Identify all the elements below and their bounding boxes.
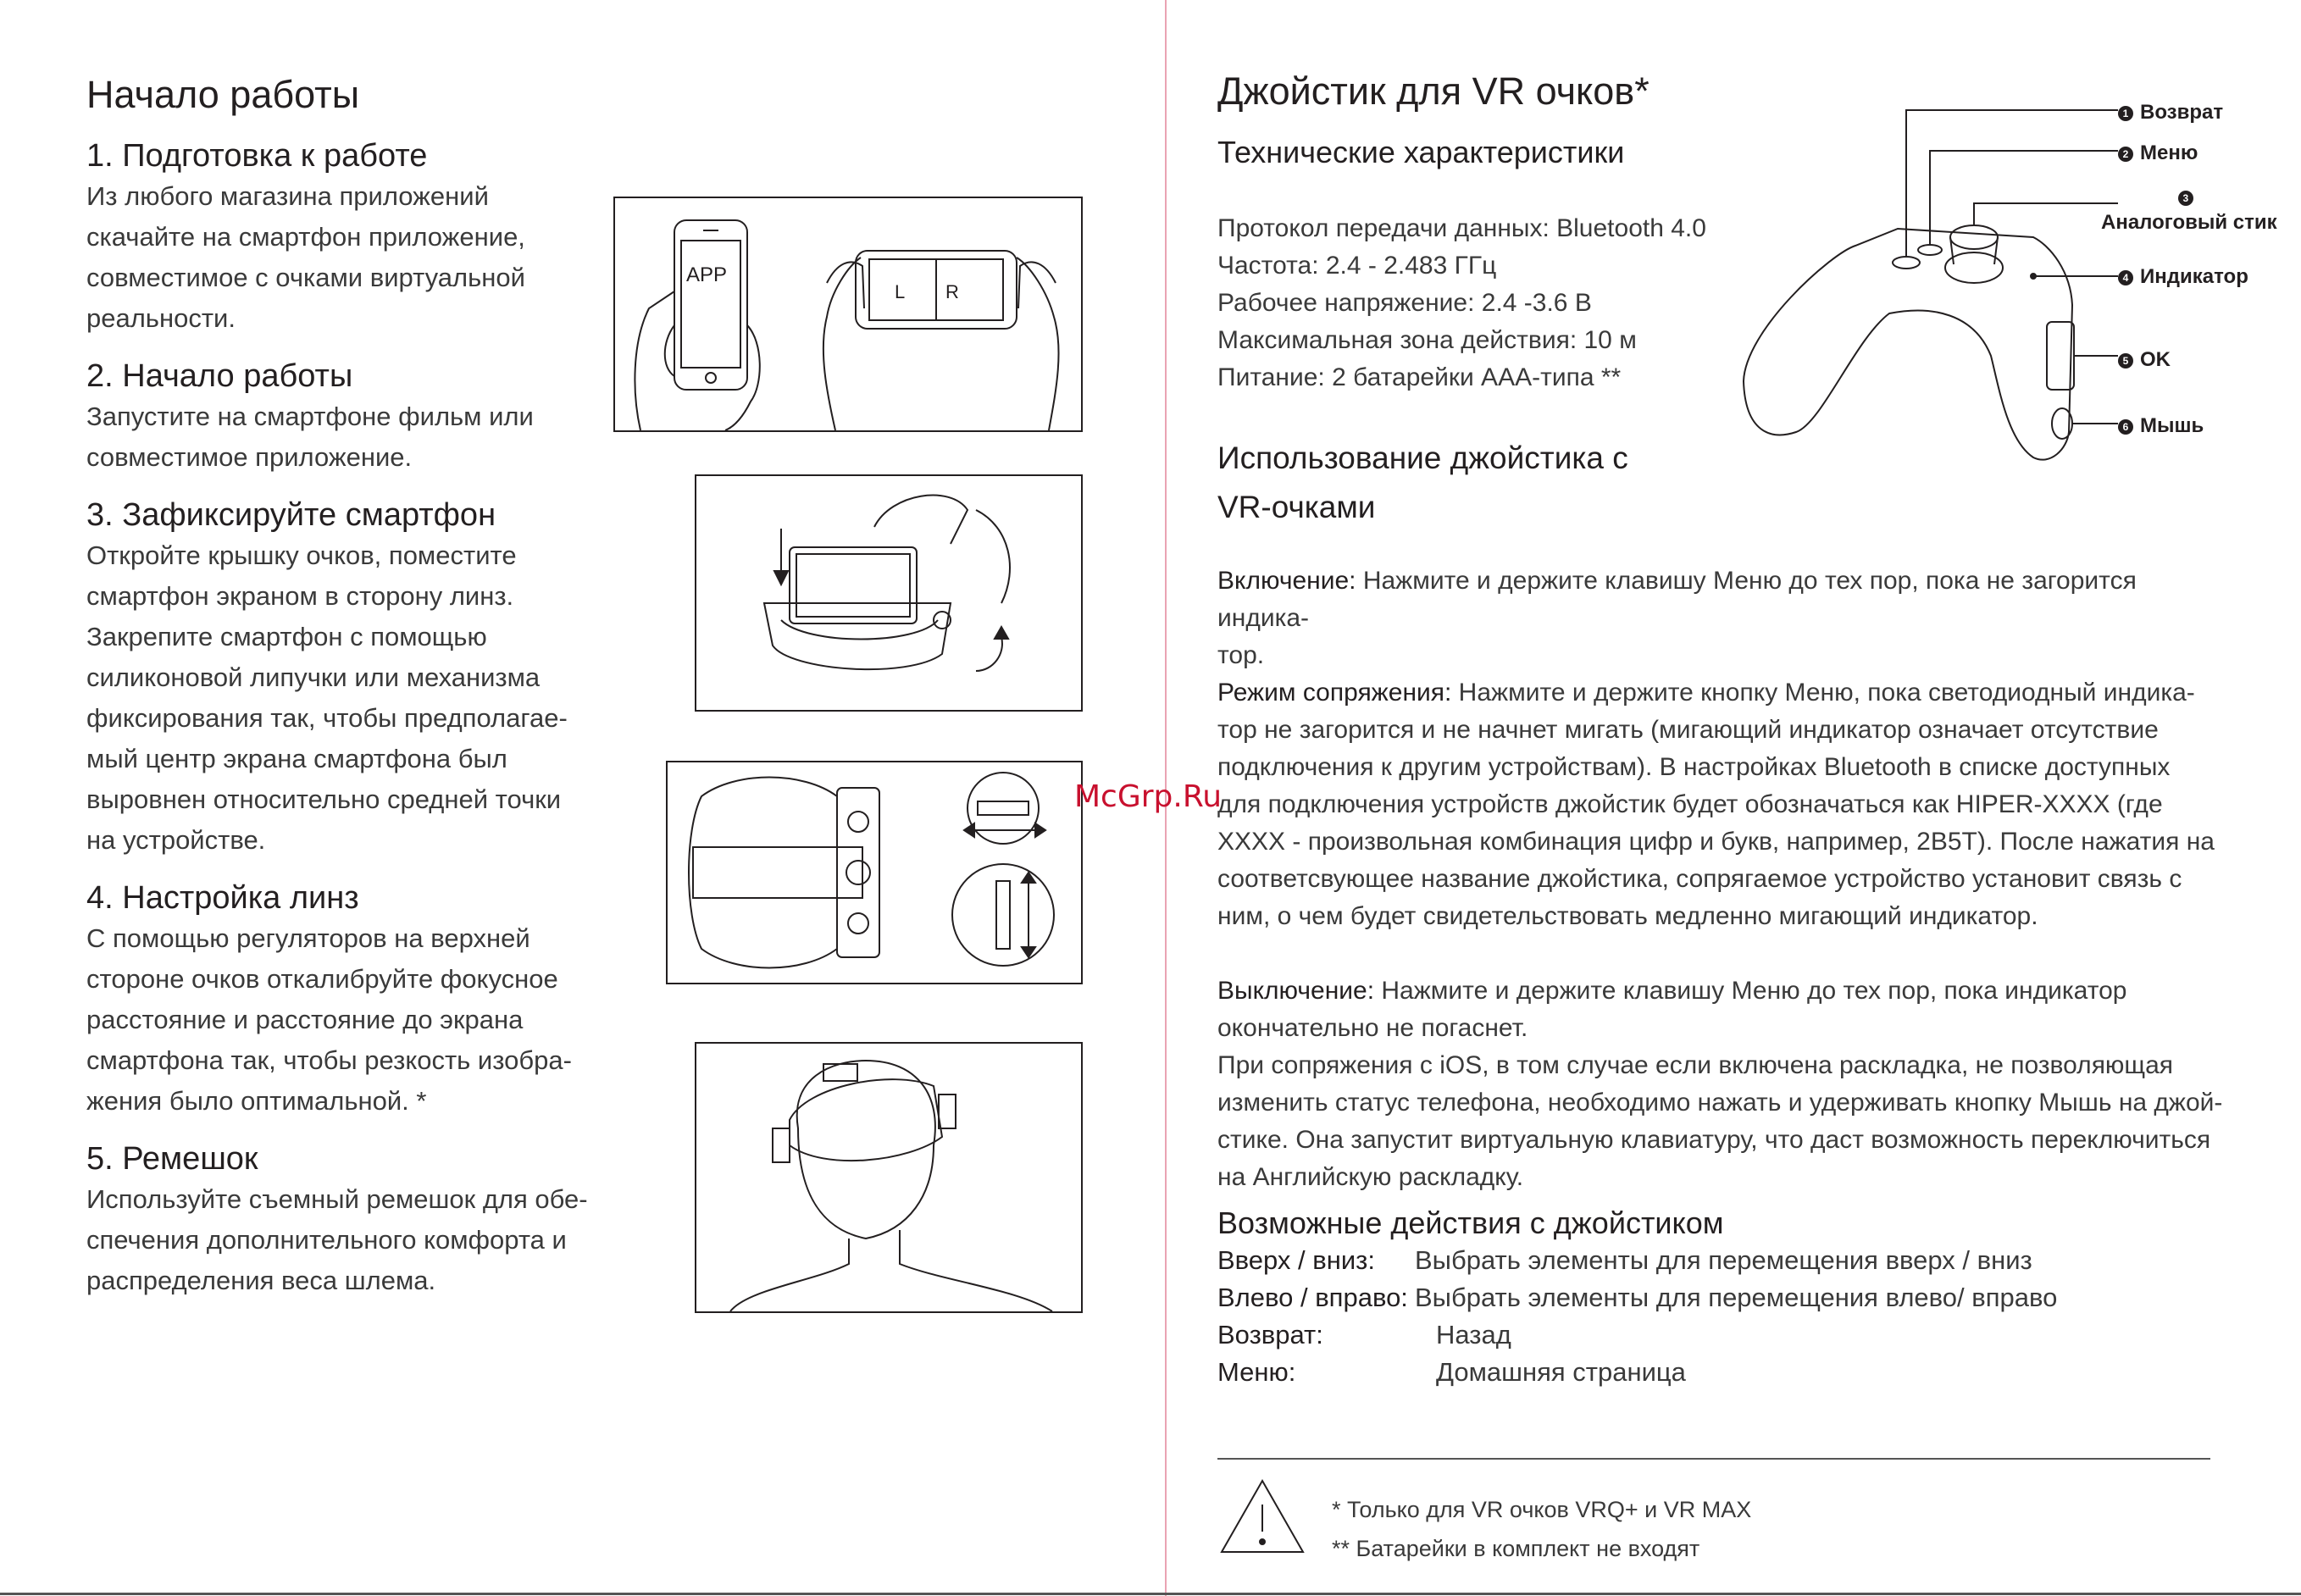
callout-number: 2 xyxy=(2118,147,2133,162)
callout-label: Возврат xyxy=(2140,101,2224,124)
smartphone-shape xyxy=(790,547,917,623)
power-on-line xyxy=(1217,562,2234,637)
step-2-heading: 2. Начало работы xyxy=(86,358,353,394)
heading-line: Использование джойстика с xyxy=(1217,441,1628,475)
action-key: Возврат: xyxy=(1217,1320,1323,1349)
actions-heading: Возможные действия с джойстиком xyxy=(1217,1205,1724,1240)
text-line: Из любого магазина приложений xyxy=(86,181,489,211)
action-row xyxy=(1217,1279,2149,1316)
text-line: Запустите на смартфоне фильм или xyxy=(86,402,534,431)
text-line: смартфон экраном в сторону линз. xyxy=(86,581,514,611)
callout-number: 6 xyxy=(2118,419,2133,435)
step-4-heading: 4. Настройка линз xyxy=(86,880,359,916)
callout-number: 5 xyxy=(2118,353,2133,369)
text-line: смартфона так, чтобы резкость изобра- xyxy=(86,1045,572,1075)
text-line: фиксирования так, чтобы предполагае- xyxy=(86,703,568,733)
callout-label: OK xyxy=(2140,348,2171,371)
app-label: APP xyxy=(686,263,728,286)
power-on-label: Включение: xyxy=(1217,567,1356,595)
text-line: ним, о чем будет свидетельствовать медленно мигающий индикатор. xyxy=(1217,902,2038,930)
text-line: Нажмите и держите кнопку Меню, пока светодиодный индика- xyxy=(1451,679,2195,707)
pairing-line xyxy=(1217,674,2234,712)
action-key: Влево / вправо: xyxy=(1217,1283,1408,1312)
text-line: соответсвующее название джойстика, сопрягаемое устройство установит связь с xyxy=(1217,865,2182,893)
step-2-text xyxy=(86,396,595,478)
figure-phone-app xyxy=(613,197,1083,432)
text-line: выровнен относительно средней точки xyxy=(86,784,562,814)
lens-left-label: L xyxy=(895,281,906,302)
action-key: Вверх / вниз: xyxy=(1217,1245,1375,1275)
step-1-heading: 1. Подготовка к работе xyxy=(86,138,428,174)
text-line: При сопряжения с iOS, в том случае если включена раскладка, не позволяющая xyxy=(1217,1051,2174,1079)
menu-button-icon xyxy=(1918,245,1942,255)
callout-indicator xyxy=(2118,264,2248,290)
action-key: Меню: xyxy=(1217,1357,1296,1387)
callout-number: 3 xyxy=(2178,191,2193,206)
spec-item: Протокол передачи данных: Bluetooth 4.0 xyxy=(1217,214,1706,242)
spec-item: Максимальная зона действия: 10 м xyxy=(1217,326,1637,354)
text-line: спечения дополнительного комфорта и xyxy=(86,1225,567,1255)
power-off-label: Выключение: xyxy=(1217,977,1375,1005)
text-line: С помощью регуляторов на верхней xyxy=(86,923,530,953)
action-value: Выбрать элементы для перемещения вверх / вниз xyxy=(1415,1245,2032,1275)
step-1-text xyxy=(86,176,595,339)
text-line: на устройстве. xyxy=(86,825,266,855)
footnote-2: ** Батарейки в комплект не входят xyxy=(1332,1536,1700,1561)
spec-item: Рабочее напряжение: 2.4 -3.6 В xyxy=(1217,289,1592,317)
step-5-heading: 5. Ремешок xyxy=(86,1141,258,1177)
text-line: стороне очков откалибруйте фокусное xyxy=(86,964,558,994)
text-line: XXXX - произвольная комбинация цифр и букв, например, 2B5T). После нажатия на xyxy=(1217,828,2215,856)
text-line: распределения веса шлема. xyxy=(86,1266,436,1295)
text-line: жения было оптимальной. * xyxy=(86,1086,427,1116)
action-value: Домашняя страница xyxy=(1436,1357,1686,1387)
head-outline xyxy=(797,1061,935,1239)
step-3-heading: 3. Зафиксируйте смартфон xyxy=(86,497,496,533)
headset-top-view xyxy=(689,778,837,968)
callout-label: Индикатор xyxy=(2140,265,2248,288)
step-3-text xyxy=(86,535,595,861)
text-line: окончательно не погаснет. xyxy=(1217,1014,1528,1042)
headset-visor xyxy=(790,1079,942,1161)
callout-back xyxy=(2118,100,2223,125)
text-line: Нажмите и держите клавишу Меню до тех пор, пока индикатор xyxy=(1374,977,2127,1005)
text-line: тор не загорится и не начнет мигать (мигающий индикатор означает отсутствие xyxy=(1217,716,2159,744)
pairing-label: Режим сопряжения: xyxy=(1217,679,1452,707)
callout-analog-stick xyxy=(2101,185,2277,236)
text-line: Закрепите смартфон с помощью xyxy=(86,622,487,651)
power-off-line xyxy=(1217,973,2234,1010)
text-line: реальности. xyxy=(86,303,236,333)
figure-lens-adjust xyxy=(666,761,1083,984)
text-line: совместимое приложение. xyxy=(86,442,413,472)
text-line: тор. xyxy=(1217,641,1265,669)
text-line: силиконовой липучки или механизма xyxy=(86,662,541,692)
phone-portrait-icon xyxy=(674,220,747,390)
figure-headset-insert xyxy=(695,474,1083,712)
watermark: McGrp.Ru xyxy=(1074,779,1223,814)
text-line: подключения к другим устройствам). В настройках Bluetooth в списке доступных xyxy=(1217,753,2171,781)
text-line: скачайте на смартфон приложение, xyxy=(86,222,525,252)
action-row xyxy=(1217,1316,2149,1354)
lens-right-label: R xyxy=(945,281,959,302)
warning-icon xyxy=(1218,1477,1306,1557)
analog-stick-icon xyxy=(1950,225,1998,249)
spec-heading: Технические характеристики xyxy=(1217,135,1625,169)
spec-list xyxy=(1217,210,1706,396)
step-5-text xyxy=(86,1179,595,1301)
text-line: для подключения устройств джойстик будет обозначаться как HIPER-XXXX (где xyxy=(1217,790,2163,818)
action-value: Назад xyxy=(1436,1320,1511,1349)
text-line: Используйте съемный ремешок для обе- xyxy=(86,1184,588,1214)
text-line: расстояние и расстояние до экрана xyxy=(86,1005,524,1034)
text-line: на Английскую раскладку. xyxy=(1217,1163,1524,1191)
bottom-rule xyxy=(0,1593,2301,1595)
text-line: Нажмите и держите клавишу Меню до тех пор, пока не загорится индика- xyxy=(1217,567,2137,632)
spec-item: Частота: 2.4 - 2.483 ГГц xyxy=(1217,252,1497,280)
figure-headset-wearing xyxy=(695,1042,1083,1313)
heading-line: VR-очками xyxy=(1217,490,1376,524)
callout-number: 1 xyxy=(2118,106,2133,121)
action-row xyxy=(1217,1242,2149,1279)
usage-heading xyxy=(1217,434,1628,532)
text-line: изменить статус телефона, необходимо нажать и удерживать кнопку Мышь на джой- xyxy=(1217,1089,2223,1117)
page-title-left: Начало работы xyxy=(86,73,360,116)
headset-body xyxy=(764,603,951,669)
callout-menu xyxy=(2118,141,2198,166)
back-button-icon xyxy=(1893,257,1920,269)
action-row xyxy=(1217,1354,2149,1391)
callout-ok xyxy=(2118,347,2171,373)
footnote-1: * Только для VR очков VRQ+ и VR MAX xyxy=(1332,1497,1752,1522)
callout-mouse xyxy=(2118,413,2204,439)
page-title-right: Джойстик для VR очков* xyxy=(1217,69,1650,113)
action-value: Выбрать элементы для перемещения влево/ вправо xyxy=(1415,1283,2058,1312)
step-4-text xyxy=(86,918,595,1122)
text-line: совместимое с очками виртуальной xyxy=(86,263,525,292)
callout-label: Аналоговый стик xyxy=(2101,211,2277,234)
spec-item: Питание: 2 батарейки ААА-типа ** xyxy=(1217,363,1622,391)
callout-label: Мышь xyxy=(2140,414,2204,437)
joystick-body-icon xyxy=(1744,229,2072,460)
callout-number: 4 xyxy=(2118,270,2133,285)
vertical-adjuster-icon xyxy=(952,864,1054,966)
usage-instructions xyxy=(1217,562,2234,1196)
callout-label: Меню xyxy=(2140,141,2198,164)
text-line: Откройте крышку очков, поместите xyxy=(86,540,517,570)
text-line: стике. Она запустит виртуальную клавиатуру, что даст возможность переключиться xyxy=(1217,1126,2211,1154)
footnote-divider xyxy=(1217,1458,2210,1460)
text-line: мый центр экрана смартфона был xyxy=(86,744,507,773)
